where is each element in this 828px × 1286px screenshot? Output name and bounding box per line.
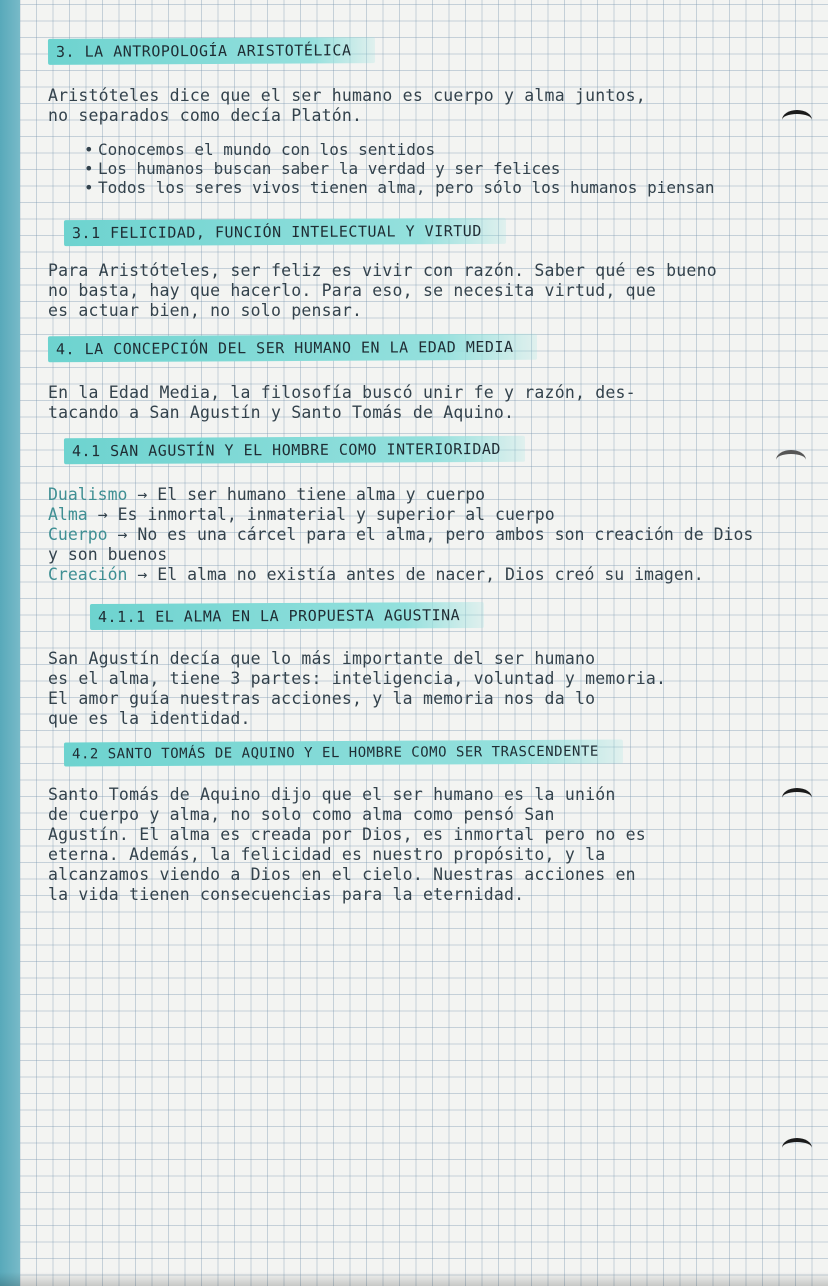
term-label: Cuerpo [48, 525, 108, 544]
section-3-intro: Aristóteles dice que el ser humano es cuerpo y alma juntos, no separados como decía Platón. [48, 86, 646, 125]
term-label: Dualismo [48, 485, 128, 504]
binder-hole-2 [776, 450, 806, 470]
heading-section-3: 3. LA ANTROPOLOGÍA ARISTOTÉLICA [48, 37, 376, 65]
binder-hole-1 [782, 110, 812, 130]
arrow-icon: → [137, 485, 148, 504]
section-4-2-text: Santo Tomás de Aquino dijo que el ser humano es la unión de cuerpo y alma, no solo como alma como pensó San Agustín. El alma es creada por Dios, es inmortal pero no es eterna. Además, la felicidad es nuestro propósito, y la alcanzamos viendo a Dios en el cielo. Nuestras acciones en la vida tienen consecuencias para la eternidad. [48, 785, 646, 904]
section-3-1-text: Para Aristóteles, ser feliz es vivir con razón. Saber qué es bueno no basta, hay que hacerlo. Para eso, se necesita virtud, que es actuar bien, no solo pensar. [48, 261, 717, 320]
section-4-text: En la Edad Media, la filosofía buscó unir fe y razón, des- tacando a San Agustín y Santo Tomás de Aquino. [48, 383, 636, 422]
term-definition: No es una cárcel para el alma, pero ambos son creación de Dios y son buenos [48, 525, 754, 564]
page-bottom-shadow [0, 1272, 828, 1286]
binder-hole-4 [782, 1138, 812, 1158]
section-3-bullet-list [84, 140, 773, 197]
term-item [48, 525, 773, 565]
term-definition: El alma no existía antes de nacer, Dios creó su imagen. [157, 565, 704, 584]
term-definition: Es inmortal, inmaterial y superior al cuerpo [117, 505, 555, 524]
term-label: Alma [48, 505, 88, 524]
arrow-icon: → [137, 565, 148, 584]
heading-section-4: 4. LA CONCEPCIÓN DEL SER HUMANO EN LA EDAD MEDIA [48, 334, 538, 363]
notes-content [48, 32, 773, 905]
heading-section-3-1: 3.1 FELICIDAD, FUNCIÓN INTELECTUAL Y VIRTUD [64, 218, 506, 246]
bullet-item: • Conocemos el mundo con los sentidos [84, 140, 773, 159]
arrow-icon: → [97, 505, 108, 524]
page-edge-strip [0, 0, 20, 1286]
term-item [48, 485, 773, 505]
heading-section-4-1-1: 4.1.1 EL ALMA EN LA PROPUESTA AGUSTINA [90, 602, 484, 630]
bullet-item: • Todos los seres vivos tienen alma, pero sólo los humanos piensan [84, 178, 773, 197]
binder-hole-3 [782, 788, 812, 808]
arrow-icon: → [117, 525, 128, 544]
heading-section-4-1: 4.1 SAN AGUSTÍN Y EL HOMBRE COMO INTERIORIDAD [64, 436, 525, 464]
heading-section-4-2: 4.2 SANTO TOMÁS DE AQUINO Y EL HOMBRE COMO SER TRASCENDENTE [64, 740, 623, 767]
section-4-1-term-list [48, 485, 773, 585]
term-item [48, 565, 773, 585]
section-4-1-1-text: San Agustín decía que lo más importante del ser humano es el alma, tiene 3 partes: inteligencia, voluntad y memoria. El amor guía nuestras acciones, y la memoria nos da lo que es la identidad. [48, 649, 667, 728]
term-label: Creación [48, 565, 128, 584]
term-definition: El ser humano tiene alma y cuerpo [157, 485, 486, 504]
bullet-item: • Los humanos buscan saber la verdad y ser felices [84, 159, 773, 178]
term-item [48, 505, 773, 525]
